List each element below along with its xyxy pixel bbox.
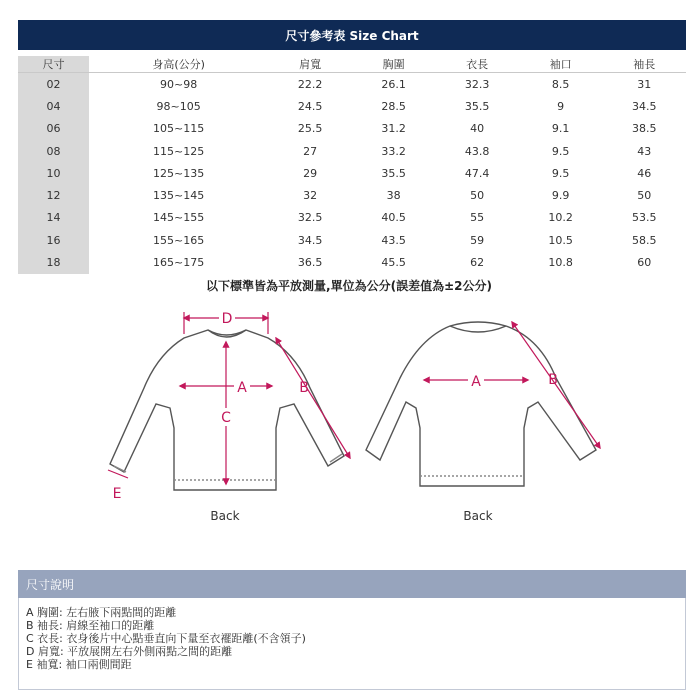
table-cell: 32.3	[464, 77, 490, 91]
table-cell: 26.1	[381, 77, 406, 91]
description-body	[18, 598, 686, 690]
table-cell: 10.5	[548, 233, 573, 247]
description-line-b: B 袖長: 肩線至袖口的距離	[26, 619, 155, 632]
table-row	[18, 73, 686, 96]
header-height: 身高(公分)	[89, 56, 268, 73]
table-row	[18, 95, 686, 117]
table-cell: 35.5	[381, 166, 406, 180]
table-cell: 98~105	[156, 99, 201, 113]
table-cell: 32.5	[297, 211, 323, 225]
table-cell: 135~145	[153, 189, 205, 203]
table-cell: 22.2	[297, 77, 323, 91]
size-cell: 06	[18, 118, 89, 140]
header-length: 衣長	[435, 56, 519, 73]
table-cell: 32	[303, 189, 318, 203]
table-cell: 43.8	[464, 144, 490, 158]
table-cell: 59	[470, 233, 485, 247]
table-cell: 38.5	[631, 122, 657, 136]
back-label-left: Back	[210, 509, 240, 523]
table-cell: 50	[470, 189, 485, 203]
size-cell: 14	[18, 207, 89, 229]
marker-b-left: B	[299, 380, 309, 396]
marker-a-left: A	[237, 380, 247, 396]
marker-a-right: A	[471, 374, 481, 390]
table-row	[18, 162, 686, 184]
table-cell: 58.5	[631, 233, 657, 247]
header-size: 尺寸	[18, 56, 89, 73]
table-cell: 40	[470, 122, 485, 136]
description-line-d: D 肩寬: 平放展開左右外側兩點之間的距離	[26, 645, 233, 658]
description-line-a: A 胸圍: 左右腋下兩點間的距離	[26, 606, 177, 619]
table-cell: 36.5	[297, 256, 323, 270]
table-row	[18, 140, 686, 162]
marker-b-right: B	[548, 372, 558, 388]
table-row	[18, 229, 686, 251]
table-row	[18, 251, 686, 273]
table-row	[18, 118, 686, 140]
table-cell: 33.2	[381, 144, 406, 158]
table-cell: 9.5	[551, 144, 570, 158]
description-header: 尺寸說明	[18, 570, 686, 598]
table-cell: 47.4	[464, 166, 490, 180]
table-cell: 90~98	[160, 77, 198, 91]
measurement-diagram	[0, 298, 698, 538]
table-cell: 43	[637, 144, 652, 158]
table-cell: 24.5	[297, 99, 323, 113]
table-cell: 9.1	[551, 122, 570, 136]
table-cell: 10.2	[548, 211, 573, 225]
marker-d: D	[221, 311, 233, 327]
table-cell: 165~175	[153, 256, 205, 270]
measurement-note: 以下標準皆為平放測量,單位為公分(誤差值為±2公分)	[206, 279, 492, 293]
table-cell: 28.5	[381, 99, 406, 113]
sweater-right-body	[366, 322, 596, 486]
description-line-c: C 衣長: 衣身後片中心點垂直向下量至衣襬距離(不含領子)	[26, 632, 306, 645]
size-cell: 16	[18, 229, 89, 251]
table-cell: 10.8	[548, 256, 573, 270]
header-sleeve: 袖長	[602, 56, 686, 73]
table-cell: 45.5	[381, 256, 406, 270]
size-cell: 04	[18, 95, 89, 117]
table-header-row	[18, 56, 686, 73]
table-cell: 43.5	[381, 233, 406, 247]
sweater-right	[366, 322, 596, 486]
table-cell: 9.9	[551, 189, 570, 203]
table-cell: 9.5	[551, 166, 570, 180]
table-cell: 105~115	[153, 122, 205, 136]
marker-c: C	[221, 410, 231, 426]
table-row	[18, 184, 686, 206]
table-cell: 25.5	[297, 122, 323, 136]
table-cell: 40.5	[381, 211, 406, 225]
table-cell: 31.2	[381, 122, 406, 136]
table-cell: 50	[637, 189, 652, 203]
description-line-e: E 袖寬: 袖口兩側間距	[26, 658, 132, 671]
table-cell: 29	[303, 166, 318, 180]
table-cell: 34.5	[297, 233, 323, 247]
table-cell: 155~165	[153, 233, 205, 247]
table-cell: 115~125	[153, 144, 205, 158]
table-cell: 8.5	[551, 77, 570, 91]
table-cell: 62	[470, 256, 485, 270]
size-chart-title: 尺寸參考表 Size Chart	[18, 20, 686, 50]
table-cell: 35.5	[464, 99, 490, 113]
table-cell: 55	[470, 211, 485, 225]
size-cell: 02	[18, 73, 89, 96]
header-shoulder: 肩寬	[268, 56, 352, 73]
table-cell: 34.5	[631, 99, 657, 113]
size-table	[18, 56, 686, 274]
table-cell: 46	[637, 166, 652, 180]
marker-e: E	[112, 486, 122, 502]
size-cell: 12	[18, 184, 89, 206]
table-cell: 145~155	[153, 211, 205, 225]
table-cell: 31	[637, 77, 652, 91]
size-cell: 18	[18, 251, 89, 273]
table-row	[18, 207, 686, 229]
table-cell: 60	[637, 256, 652, 270]
table-cell: 27	[303, 144, 318, 158]
table-cell: 125~135	[153, 166, 205, 180]
table-cell: 53.5	[631, 211, 657, 225]
back-label-right: Back	[463, 509, 493, 523]
size-cell: 08	[18, 140, 89, 162]
table-cell: 9	[557, 99, 565, 113]
table-cell: 38	[386, 189, 401, 203]
header-chest: 胸圍	[352, 56, 436, 73]
header-cuff: 袖口	[519, 56, 603, 73]
size-cell: 10	[18, 162, 89, 184]
